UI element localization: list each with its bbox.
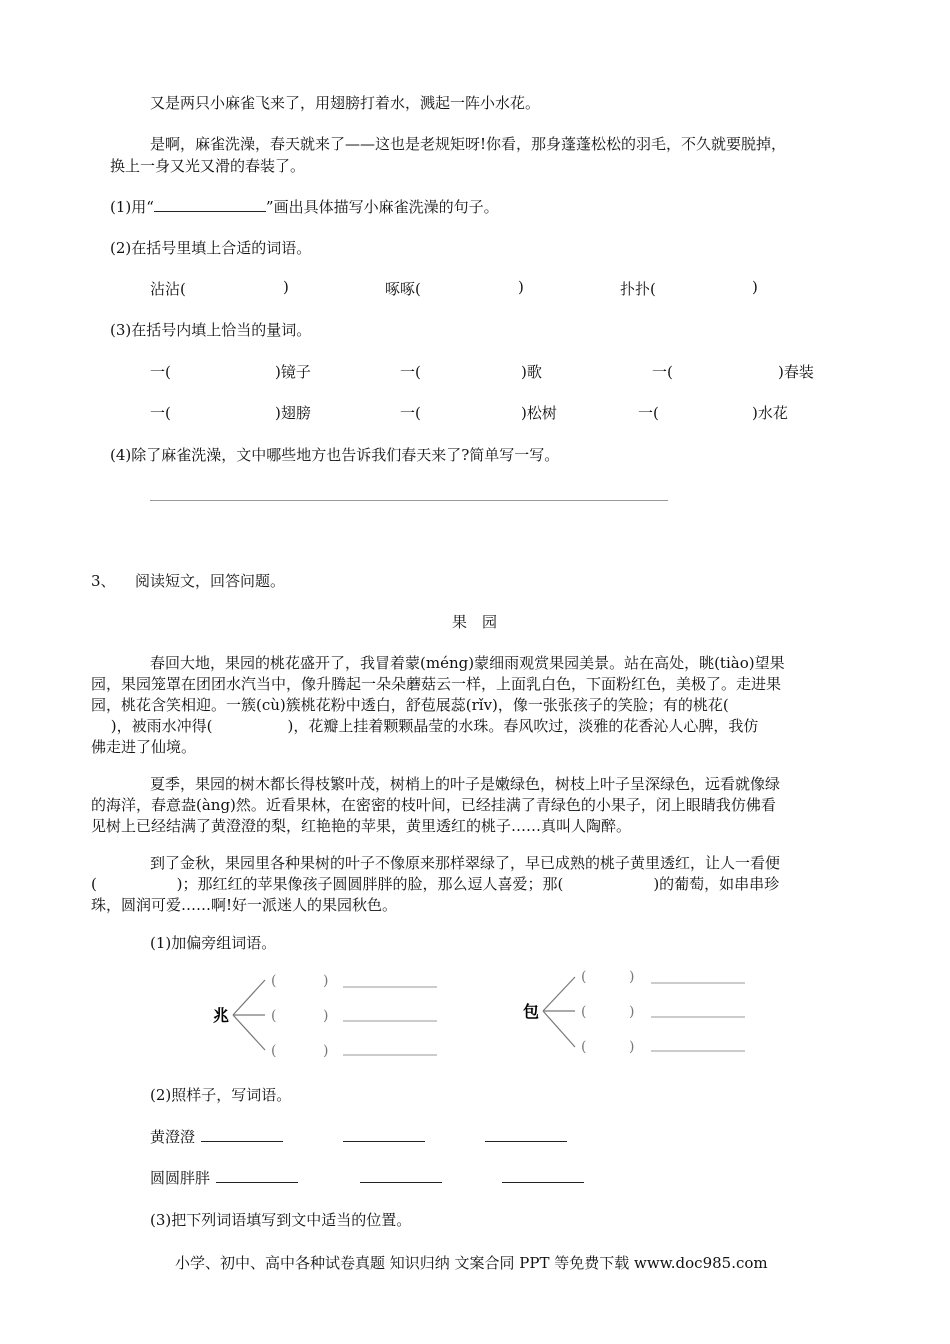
passage-sentence-spring-2: 换上一身又光又滑的春装了。	[110, 157, 306, 175]
underline-sample	[154, 197, 266, 212]
question-1: (1)用“ ”画出具体描写小麻雀洗澡的句子。	[110, 198, 499, 216]
q3-row2-item1-post: )翅膀	[275, 404, 311, 422]
q3-row2-item3-post: )水花	[752, 404, 788, 422]
q2-item-2-answer-close[interactable]: )	[518, 278, 524, 296]
q2-item-3-answer-close[interactable]: )	[752, 278, 758, 296]
question-4: (4)除了麻雀洗澡，文中哪些地方也告诉我们春天来了?简单写一写。	[110, 446, 560, 464]
article-p3-line1: 到了金秋，果园里各种果树的叶子不像原来那样翠绿了，早已成熟的桃子黄里透红，让人一看便	[150, 854, 781, 872]
svg-text:): )	[629, 1004, 635, 1020]
radical-character-zhao: 兆	[213, 1006, 230, 1025]
radical-tree-zhao	[205, 965, 445, 1061]
answer-line[interactable]	[502, 1182, 584, 1183]
q3-row2-item1-pre: 一(	[150, 404, 171, 422]
q2-item-3: 扑扑(	[620, 280, 656, 298]
q3-row1-item3-pre: 一(	[652, 363, 673, 381]
pattern-example-1: 黄澄澄	[150, 1128, 196, 1146]
q3-row2-item3-pre: 一(	[638, 404, 659, 422]
answer-line[interactable]	[343, 1141, 425, 1142]
question-radicals: (1)加偏旁组词语。	[150, 934, 277, 952]
q2-item-1-answer-close[interactable]: )	[283, 278, 289, 296]
section-3-number: 3、	[91, 572, 116, 590]
article-p2-line3: 见树上已经结满了黄澄澄的梨，红艳艳的苹果，黄里透红的桃子……真叫人陶醉。	[91, 817, 632, 835]
passage-sentence-spring-1: 是啊，麻雀洗澡，春天就来了——这也是老规矩呀!你看，那身蓬蓬松松的羽毛，不久就要脱掉，	[150, 135, 787, 153]
section-3-title: 阅读短文，回答问题。	[135, 572, 286, 590]
q2-item-2: 啄啄(	[385, 280, 421, 298]
radical-character-bao: 包	[523, 1002, 540, 1021]
q2-item-1: 沾沾(	[150, 280, 186, 298]
svg-text:(: (	[271, 1043, 277, 1059]
article-p3-line2: ( )；那红红的苹果像孩子圆圆胖胖的脸，那么逗人喜爱；那( )的葡萄，如串串珍	[91, 875, 780, 893]
q3-row2-item2-post: )松树	[521, 404, 557, 422]
svg-text:): )	[629, 1039, 635, 1055]
q3-row1-item1-post: )镜子	[275, 363, 311, 381]
question-pattern: (2)照样子，写词语。	[150, 1086, 292, 1104]
svg-text:): )	[629, 969, 635, 985]
answer-line[interactable]	[360, 1182, 442, 1183]
article-p1-line3: 园，桃花含笑相迎。一簇(cù)簇桃花粉中透白，舒苞展蕊(rǐv)，像一张张孩子的笑脸；有的桃花(	[91, 696, 729, 714]
svg-text:): )	[323, 973, 329, 989]
article-p2-line1: 夏季，果园的树木都长得枝繁叶茂，树梢上的叶子是嫩绿色，树枝上叶子呈深绿色，远看就像绿	[150, 775, 781, 793]
article-p1-line1: 春回大地，果园的桃花盛开了，我冒着蒙(méng)蒙细雨观赏果园美景。站在高处，眺(tiào)望果	[150, 654, 785, 672]
question-3: (3)在括号内填上恰当的量词。	[110, 321, 312, 339]
passage-sentence-sparrows: 又是两只小麻雀飞来了，用翅膀打着水，溅起一阵小水花。	[150, 94, 541, 112]
answer-line-q4[interactable]	[150, 500, 668, 501]
svg-text:(: (	[581, 1004, 587, 1020]
radical-tree-bao	[515, 963, 755, 1059]
article-p1-line2: 园，果园笼罩在团团水汽当中，像升腾起一朵朵蘑菇云一样，上面乳白色，下面粉红色，美极了。走进果	[91, 675, 782, 693]
article-p1-line5: 佛走进了仙境。	[91, 738, 197, 756]
q3-row1-item3-post: )春装	[778, 363, 814, 381]
svg-text:): )	[323, 1008, 329, 1024]
q3-row2-item2-pre: 一(	[400, 404, 421, 422]
answer-line[interactable]	[216, 1182, 298, 1183]
svg-text:(: (	[271, 973, 277, 989]
q3-row1-item1-pre: 一(	[150, 363, 171, 381]
answer-line[interactable]	[485, 1141, 567, 1142]
pattern-example-2: 圆圆胖胖	[150, 1169, 211, 1187]
svg-text:(: (	[581, 969, 587, 985]
question-2: (2)在括号里填上合适的词语。	[110, 239, 312, 257]
article-p2-line2: 的海洋，春意盎(àng)然。近看果林，在密密的枝叶间，已经挂满了青绿色的小果子，闭上眼睛我仿佛看	[91, 796, 776, 814]
q3-row1-item2-pre: 一(	[400, 363, 421, 381]
svg-text:(: (	[271, 1008, 277, 1024]
svg-text:(: (	[581, 1039, 587, 1055]
footer-text: 小学、初中、高中各种试卷真题 知识归纳 文案合同 PPT 等免费下载 www.doc985.com	[175, 1254, 768, 1272]
svg-text:): )	[323, 1043, 329, 1059]
article-p1-line4: )，被雨水冲得( )，花瓣上挂着颗颗晶莹的水珠。春风吹过，淡雅的花香沁人心脾，我仿	[91, 717, 759, 735]
question-fill-words: (3)把下列词语填写到文中适当的位置。	[150, 1211, 412, 1229]
article-title: 果 园	[452, 613, 498, 631]
q3-row1-item2-post: )歌	[521, 363, 542, 381]
answer-line[interactable]	[201, 1141, 283, 1142]
article-p3-line3: 珠，圆润可爱……啊!好一派迷人的果园秋色。	[91, 896, 398, 914]
